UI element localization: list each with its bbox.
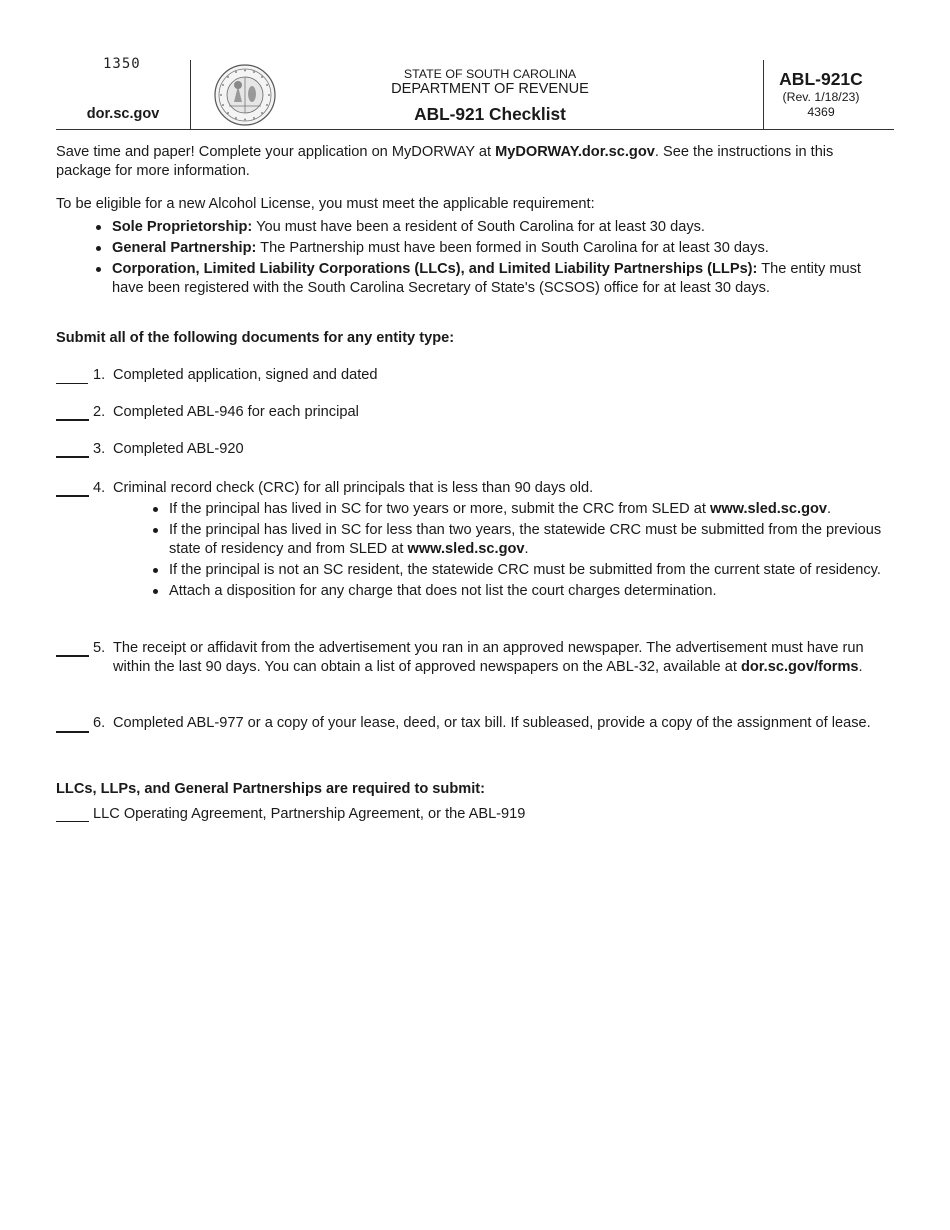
mydorway-link[interactable]: MyDORWAY.dor.sc.gov [495,144,655,160]
form-number: 1350 [103,56,141,72]
checklist-blank-2[interactable] [56,419,89,421]
item-number: 5. [93,640,106,656]
state-name: STATE OF SOUTH CAROLINA [403,67,577,81]
item-text: Completed application, signed and dated [113,367,378,383]
item-number: 1. [93,367,106,383]
bullet-icon [153,589,158,594]
agreement-item: LLC Operating Agreement, Partnership Agreement, or the ABL-919 [93,806,526,822]
list-item [96,239,886,258]
state-seal-icon [214,64,276,126]
list-item [153,521,883,559]
partnerships-heading: LLCs, LLPs, and General Partnerships are required to submit: [56,781,485,797]
eligibility-lead: To be eligible for a new Alcohol License, you must meet the applicable requirement: [56,196,595,212]
bullet-icon [153,528,158,533]
sub-item-text: If the principal is not an SC resident, the statewide CRC must be submitted from the current state of residency. [169,562,881,578]
checklist-blank-6[interactable] [56,731,89,733]
advertisement-text: The receipt or affidavit from the advertisement you ran in an approved newspaper. The advertisement must have run within the last 90 days. You can obtain a list of approved newspapers on the ABL-32, available at [113,640,864,675]
website-link[interactable]: dor.sc.gov [86,106,160,122]
bullet-icon [153,568,158,573]
item-text: Completed ABL-920 [113,441,244,457]
entity-requirement: The Partnership must have been formed in South Carolina for at least 30 days. [256,240,769,256]
intro-paragraph [56,143,876,181]
checklist-blank-1[interactable] [56,383,88,384]
header-rule [56,129,894,130]
item-number: 4. [93,480,106,496]
eligibility-list [96,218,886,300]
entity-requirement: You must have been a resident of South Carolina for at least 30 days. [252,219,705,235]
department-name: DEPARTMENT OF REVENUE [391,81,589,97]
documents-heading: Submit all of the following documents for any entity type: [56,330,455,346]
intro-text-end: . See the instructions in this package for more information. [56,144,834,179]
sub-item-end: . [524,541,529,557]
item-text: Completed ABL-946 for each principal [113,404,359,420]
sub-item-text: If the principal has lived in SC for less than two years, the statewide CRC must be submitted from the previous state of residency and from SLED at [169,522,882,557]
list-item [96,260,886,298]
checklist-blank-3[interactable] [56,456,89,458]
list-item [96,218,886,237]
list-item [153,561,883,580]
sled-link[interactable]: www.sled.sc.gov [407,541,525,557]
entity-label: Corporation, Limited Liability Corporations (LLCs), and Limited Liability Partnerships (LLPs): [112,261,758,277]
entity-requirement: The entity must have been registered with the South Carolina Secretary of State's (SCSOS) office for at least 30 days. [112,261,861,296]
header-divider-left [190,60,191,130]
bullet-icon [153,507,158,512]
sled-link[interactable]: www.sled.sc.gov [709,501,828,517]
crc-sub-list [153,500,883,603]
checklist-blank-4[interactable] [56,495,89,497]
page-title: ABL-921 Checklist [414,104,566,124]
form-id: 4369 [807,105,835,119]
forms-link[interactable]: dor.sc.gov/forms [740,659,859,675]
bullet-icon [96,225,101,230]
intro-text: Save time and paper! Complete your application on MyDORWAY at [56,144,496,160]
sub-item-text: If the principal has lived in SC for two years or more, submit the CRC from SLED at [169,501,710,517]
form-revision: (Rev. 1/18/23) [782,90,860,104]
item-number: 3. [93,441,106,457]
item-text-end: . [858,659,863,675]
item-text: Completed ABL-977 or a copy of your lease, deed, or tax bill. If subleased, provide a copy of the assignment of lease. [113,715,871,731]
checklist-blank-agreement[interactable] [56,821,89,822]
header-title-block [300,67,680,125]
item-number: 6. [93,715,106,731]
bullet-icon [96,246,101,251]
entity-label: General Partnership: [112,240,257,256]
item-text: Criminal record check (CRC) for all principals that is less than 90 days old. [113,480,594,496]
form-info-block [766,68,876,120]
entity-label: Sole Proprietorship: [112,219,253,235]
item-number: 2. [93,404,106,420]
checklist-blank-5[interactable] [56,655,89,657]
form-code: ABL-921C [779,69,863,89]
header-divider-right [763,60,764,130]
bullet-icon [96,267,101,272]
list-item [153,500,883,519]
sub-item-end: . [827,501,832,517]
sub-item-text: Attach a disposition for any charge that does not list the court charges determination. [169,583,717,599]
item-text [113,639,873,677]
list-item [153,582,883,601]
